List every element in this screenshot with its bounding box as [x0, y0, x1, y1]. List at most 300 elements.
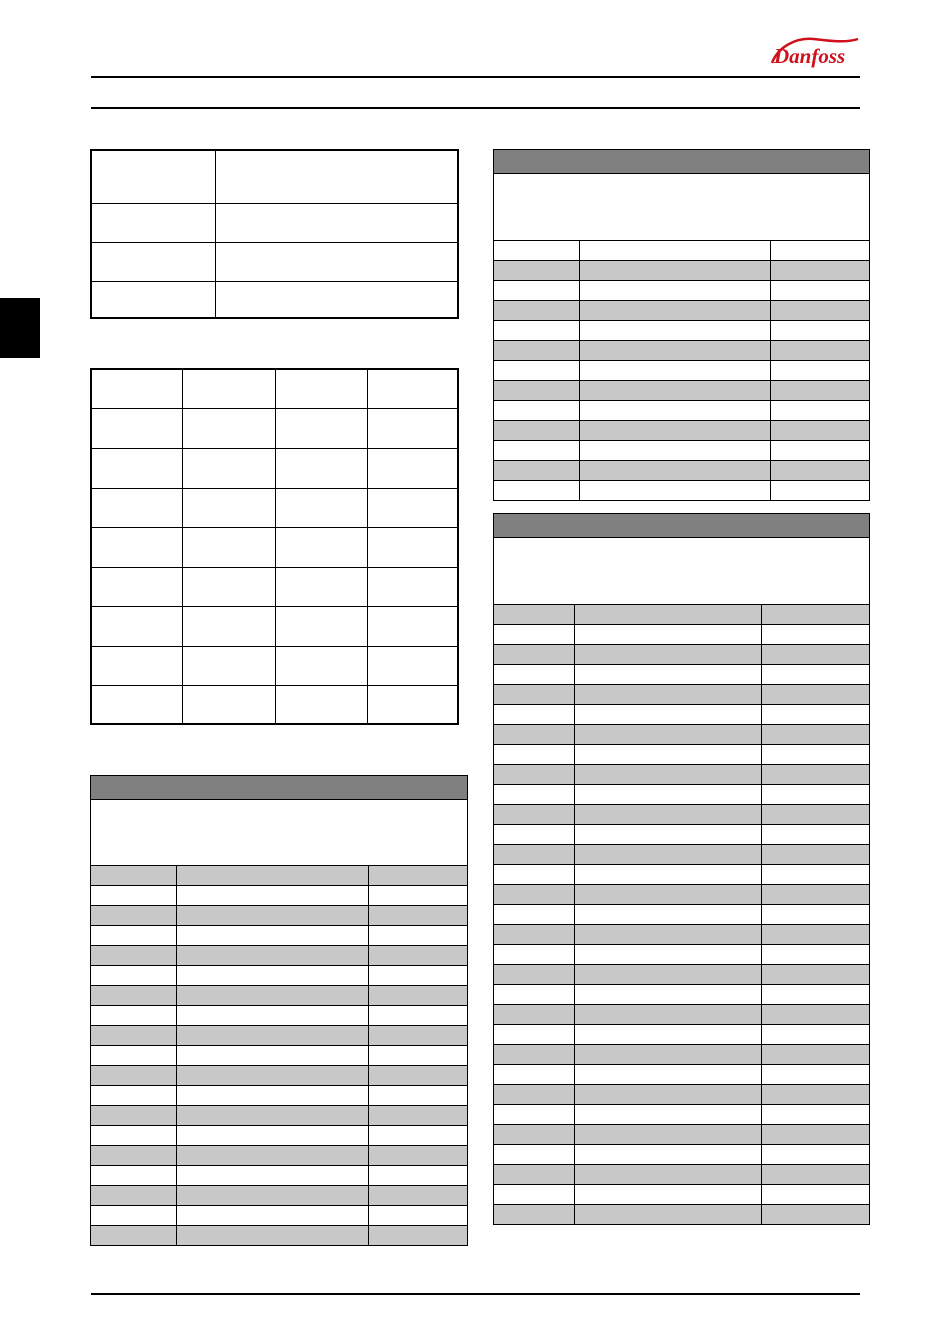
table-cell: [771, 481, 870, 501]
table-cell: [369, 926, 468, 946]
table-cell: [494, 281, 580, 301]
table-row: [494, 421, 870, 441]
table-cell: [91, 966, 177, 986]
table-cell: [91, 1006, 177, 1026]
table-cell: [771, 441, 870, 461]
table-cell: [91, 1206, 177, 1226]
table-cell: [275, 488, 367, 527]
table-cell: [91, 646, 182, 685]
param-table-header: [494, 514, 870, 538]
table-cell: [182, 527, 275, 567]
table-cell: [575, 665, 762, 685]
table-cell: [494, 945, 575, 965]
table-cell: [91, 800, 468, 866]
table-cell: [275, 685, 367, 724]
table-cell: [367, 448, 458, 488]
table-cell: [369, 1226, 468, 1246]
table-cell: [177, 886, 369, 906]
table-cell: [177, 866, 369, 886]
table-cell: [369, 1026, 468, 1046]
table-cell: [367, 646, 458, 685]
table-row: [494, 1005, 870, 1025]
table-cell: [494, 1145, 575, 1165]
table-row: [494, 605, 870, 625]
chapter-side-tab: [0, 298, 40, 358]
table-cell: [91, 1146, 177, 1166]
table-row: [494, 321, 870, 341]
table-row: [91, 281, 458, 318]
table-cell: [762, 745, 870, 765]
table-cell: [762, 605, 870, 625]
table-cell: [177, 1046, 369, 1066]
param-table-right-bottom: [493, 513, 870, 1225]
table-row: [494, 1025, 870, 1045]
table-row: [494, 765, 870, 785]
table-cell: [762, 625, 870, 645]
table-cell: [369, 1166, 468, 1186]
table-cell: [762, 825, 870, 845]
table-cell: [762, 785, 870, 805]
table-row: [494, 441, 870, 461]
table-row: [494, 845, 870, 865]
table-cell: [575, 625, 762, 645]
table-cell: [494, 725, 575, 745]
param-table-description: [494, 174, 870, 241]
table-row: [91, 567, 458, 606]
header-rule-bottom: [91, 107, 860, 109]
table-cell: [494, 421, 580, 441]
table-cell: [575, 745, 762, 765]
table-cell: [367, 606, 458, 646]
param-table-header: [91, 776, 468, 800]
table-cell: [177, 966, 369, 986]
table-cell: [575, 705, 762, 725]
table-cell: [494, 514, 870, 538]
param-table-description: [91, 800, 468, 866]
table-cell: [91, 1226, 177, 1246]
table-cell: [494, 885, 575, 905]
table-row: [494, 241, 870, 261]
table-row: [494, 785, 870, 805]
table-cell: [494, 825, 575, 845]
table-cell: [494, 925, 575, 945]
table-cell: [575, 1165, 762, 1185]
table-cell: [494, 241, 580, 261]
table-cell: [369, 1186, 468, 1206]
table-cell: [580, 381, 771, 401]
table-row: [91, 242, 458, 281]
table-cell: [494, 1005, 575, 1025]
table-row: [494, 1045, 870, 1065]
table-cell: [580, 481, 771, 501]
table-row: [91, 1106, 468, 1126]
table-cell: [580, 361, 771, 381]
table-cell: [494, 845, 575, 865]
table-cell: [369, 906, 468, 926]
table-cell: [494, 1085, 575, 1105]
table-cell: [177, 1146, 369, 1166]
table-cell: [494, 1065, 575, 1085]
table-cell: [494, 301, 580, 321]
table-cell: [762, 905, 870, 925]
table-cell: [771, 321, 870, 341]
table-cell: [182, 488, 275, 527]
table-cell: [177, 1206, 369, 1226]
table-cell: [215, 150, 458, 203]
table-cell: [369, 866, 468, 886]
table-cell: [91, 866, 177, 886]
table-cell: [575, 1085, 762, 1105]
table-cell: [575, 1205, 762, 1225]
table-cell: [494, 1105, 575, 1125]
table-cell: [575, 1005, 762, 1025]
table-cell: [494, 150, 870, 174]
table-cell: [215, 242, 458, 281]
table-row: [494, 745, 870, 765]
table-row: [494, 665, 870, 685]
table-cell: [177, 1066, 369, 1086]
table-cell: [91, 906, 177, 926]
table-cell: [575, 1045, 762, 1065]
table-cell: [91, 776, 468, 800]
table-cell: [762, 925, 870, 945]
table-cell: [771, 241, 870, 261]
table-row: [91, 685, 458, 724]
table-cell: [177, 926, 369, 946]
table-cell: [575, 725, 762, 745]
table-cell: [575, 845, 762, 865]
table-cell: [580, 421, 771, 441]
table-a: [90, 149, 459, 319]
table-row: [91, 527, 458, 567]
table-cell: [771, 401, 870, 421]
table-cell: [762, 965, 870, 985]
table-row: [91, 369, 458, 408]
table-cell: [762, 765, 870, 785]
table-cell: [762, 845, 870, 865]
table-cell: [762, 1005, 870, 1025]
table-cell: [91, 606, 182, 646]
table-cell: [575, 885, 762, 905]
table-cell: [215, 203, 458, 242]
table-cell: [275, 567, 367, 606]
table-row: [91, 986, 468, 1006]
table-cell: [91, 150, 215, 203]
table-row: [494, 1145, 870, 1165]
table-row: [91, 966, 468, 986]
table-row: [494, 865, 870, 885]
table-row: [91, 1226, 468, 1246]
table-cell: [369, 946, 468, 966]
table-row: [91, 946, 468, 966]
table-cell: [575, 965, 762, 985]
table-cell: [494, 321, 580, 341]
table-cell: [177, 1166, 369, 1186]
table-cell: [494, 745, 575, 765]
danfoss-logo-icon: [768, 33, 862, 73]
table-cell: [494, 441, 580, 461]
table-row: [494, 925, 870, 945]
table-cell: [369, 1146, 468, 1166]
table-cell: [575, 945, 762, 965]
table-cell: [575, 605, 762, 625]
table-row: [494, 1165, 870, 1185]
table-cell: [369, 1106, 468, 1126]
table-row: [494, 885, 870, 905]
table-cell: [369, 1066, 468, 1086]
table-row: [91, 203, 458, 242]
table-cell: [575, 685, 762, 705]
table-cell: [182, 646, 275, 685]
table-row: [494, 281, 870, 301]
table-cell: [494, 538, 870, 605]
table-cell: [182, 606, 275, 646]
table-cell: [91, 242, 215, 281]
table-row: [494, 965, 870, 985]
table-cell: [580, 401, 771, 421]
table-row: [91, 408, 458, 448]
param-table-left: [90, 775, 468, 1246]
table-row: [494, 725, 870, 745]
table-cell: [182, 567, 275, 606]
param-table-header: [494, 150, 870, 174]
table-row: [494, 625, 870, 645]
table-cell: [275, 369, 367, 408]
table-cell: [91, 685, 182, 724]
table-cell: [177, 1086, 369, 1106]
table-cell: [771, 301, 870, 321]
table-cell: [762, 1045, 870, 1065]
table-cell: [494, 765, 575, 785]
table-cell: [575, 645, 762, 665]
table-cell: [275, 646, 367, 685]
table-cell: [762, 1205, 870, 1225]
table-row: [91, 1086, 468, 1106]
table-cell: [762, 885, 870, 905]
table-cell: [369, 1126, 468, 1146]
table-row: [91, 1026, 468, 1046]
table-cell: [91, 926, 177, 946]
table-cell: [177, 1126, 369, 1146]
table-row: [494, 1125, 870, 1145]
table-cell: [275, 448, 367, 488]
table-cell: [91, 448, 182, 488]
table-cell: [494, 1165, 575, 1185]
table-cell: [575, 1065, 762, 1085]
table-cell: [494, 805, 575, 825]
table-cell: [494, 261, 580, 281]
table-cell: [369, 1206, 468, 1226]
table-row: [494, 381, 870, 401]
footer-rule: [91, 1293, 860, 1295]
table-cell: [580, 301, 771, 321]
table-b: [90, 368, 459, 725]
table-cell: [575, 1185, 762, 1205]
table-cell: [494, 785, 575, 805]
table-cell: [762, 865, 870, 885]
table-row: [494, 685, 870, 705]
table-cell: [182, 369, 275, 408]
table-cell: [580, 281, 771, 301]
param-table-description: [494, 538, 870, 605]
table-row: [494, 361, 870, 381]
table-cell: [494, 705, 575, 725]
table-row: [494, 985, 870, 1005]
table-cell: [91, 886, 177, 906]
table-cell: [367, 408, 458, 448]
table-row: [494, 1065, 870, 1085]
table-cell: [494, 605, 575, 625]
table-cell: [182, 448, 275, 488]
table-row: [91, 1006, 468, 1026]
table-cell: [771, 281, 870, 301]
table-cell: [762, 665, 870, 685]
table-cell: [575, 805, 762, 825]
table-cell: [575, 785, 762, 805]
table-row: [91, 866, 468, 886]
table-row: [494, 1205, 870, 1225]
table-row: [91, 1126, 468, 1146]
table-row: [494, 401, 870, 421]
table-cell: [762, 1065, 870, 1085]
table-cell: [177, 1006, 369, 1026]
table-cell: [762, 985, 870, 1005]
table-cell: [367, 527, 458, 567]
table-row: [91, 926, 468, 946]
table-row: [91, 1066, 468, 1086]
table-row: [494, 341, 870, 361]
table-cell: [771, 381, 870, 401]
table-row: [494, 945, 870, 965]
table-cell: [367, 369, 458, 408]
table-row: [494, 1185, 870, 1205]
table-row: [91, 886, 468, 906]
param-table-right-top: [493, 149, 870, 501]
table-cell: [762, 1125, 870, 1145]
table-cell: [762, 1085, 870, 1105]
table-cell: [369, 1006, 468, 1026]
table-cell: [91, 527, 182, 567]
table-cell: [494, 1205, 575, 1225]
table-cell: [575, 1025, 762, 1045]
table-row: [91, 646, 458, 685]
table-cell: [762, 805, 870, 825]
table-cell: [580, 321, 771, 341]
table-cell: [494, 381, 580, 401]
table-cell: [762, 945, 870, 965]
table-row: [494, 461, 870, 481]
table-cell: [580, 461, 771, 481]
table-cell: [369, 966, 468, 986]
table-cell: [575, 825, 762, 845]
table-cell: [580, 261, 771, 281]
table-cell: [580, 441, 771, 461]
table-cell: [575, 865, 762, 885]
table-cell: [580, 341, 771, 361]
table-cell: [91, 567, 182, 606]
table-cell: [575, 1105, 762, 1125]
table-row: [494, 1105, 870, 1125]
header-rule-top: [91, 76, 860, 78]
table-cell: [494, 1045, 575, 1065]
table-row: [91, 1046, 468, 1066]
svg-text:Danfoss: Danfoss: [774, 44, 846, 68]
table-row: [91, 906, 468, 926]
table-cell: [494, 461, 580, 481]
table-row: [91, 1166, 468, 1186]
table-row: [91, 1206, 468, 1226]
table-cell: [762, 1105, 870, 1125]
table-cell: [367, 567, 458, 606]
table-cell: [494, 174, 870, 241]
table-row: [91, 488, 458, 527]
table-cell: [369, 1086, 468, 1106]
table-cell: [91, 488, 182, 527]
table-cell: [91, 1086, 177, 1106]
table-cell: [494, 625, 575, 645]
table-row: [494, 705, 870, 725]
table-row: [494, 905, 870, 925]
table-cell: [177, 906, 369, 926]
table-cell: [771, 261, 870, 281]
table-row: [91, 150, 458, 203]
table-cell: [494, 1025, 575, 1045]
table-cell: [369, 886, 468, 906]
table-cell: [91, 281, 215, 318]
table-cell: [575, 985, 762, 1005]
table-cell: [177, 986, 369, 1006]
table-cell: [762, 1165, 870, 1185]
table-cell: [762, 1185, 870, 1205]
table-row: [91, 606, 458, 646]
table-cell: [494, 341, 580, 361]
table-cell: [91, 1106, 177, 1126]
table-row: [91, 1146, 468, 1166]
table-cell: [494, 965, 575, 985]
table-cell: [580, 241, 771, 261]
table-cell: [771, 461, 870, 481]
table-cell: [215, 281, 458, 318]
table-cell: [367, 685, 458, 724]
table-cell: [575, 925, 762, 945]
table-cell: [367, 488, 458, 527]
table-cell: [275, 606, 367, 646]
table-cell: [575, 1145, 762, 1165]
table-cell: [494, 985, 575, 1005]
table-cell: [575, 765, 762, 785]
table-row: [494, 261, 870, 281]
table-cell: [91, 1046, 177, 1066]
table-cell: [494, 665, 575, 685]
table-cell: [91, 1186, 177, 1206]
table-cell: [182, 685, 275, 724]
table-cell: [177, 1026, 369, 1046]
table-cell: [762, 1025, 870, 1045]
table-cell: [91, 1066, 177, 1086]
table-cell: [494, 401, 580, 421]
table-cell: [494, 865, 575, 885]
table-cell: [494, 905, 575, 925]
table-cell: [91, 203, 215, 242]
table-row: [494, 825, 870, 845]
table-cell: [275, 527, 367, 567]
table-cell: [771, 341, 870, 361]
table-cell: [762, 705, 870, 725]
table-cell: [771, 421, 870, 441]
table-cell: [91, 986, 177, 1006]
table-cell: [575, 905, 762, 925]
table-cell: [771, 361, 870, 381]
